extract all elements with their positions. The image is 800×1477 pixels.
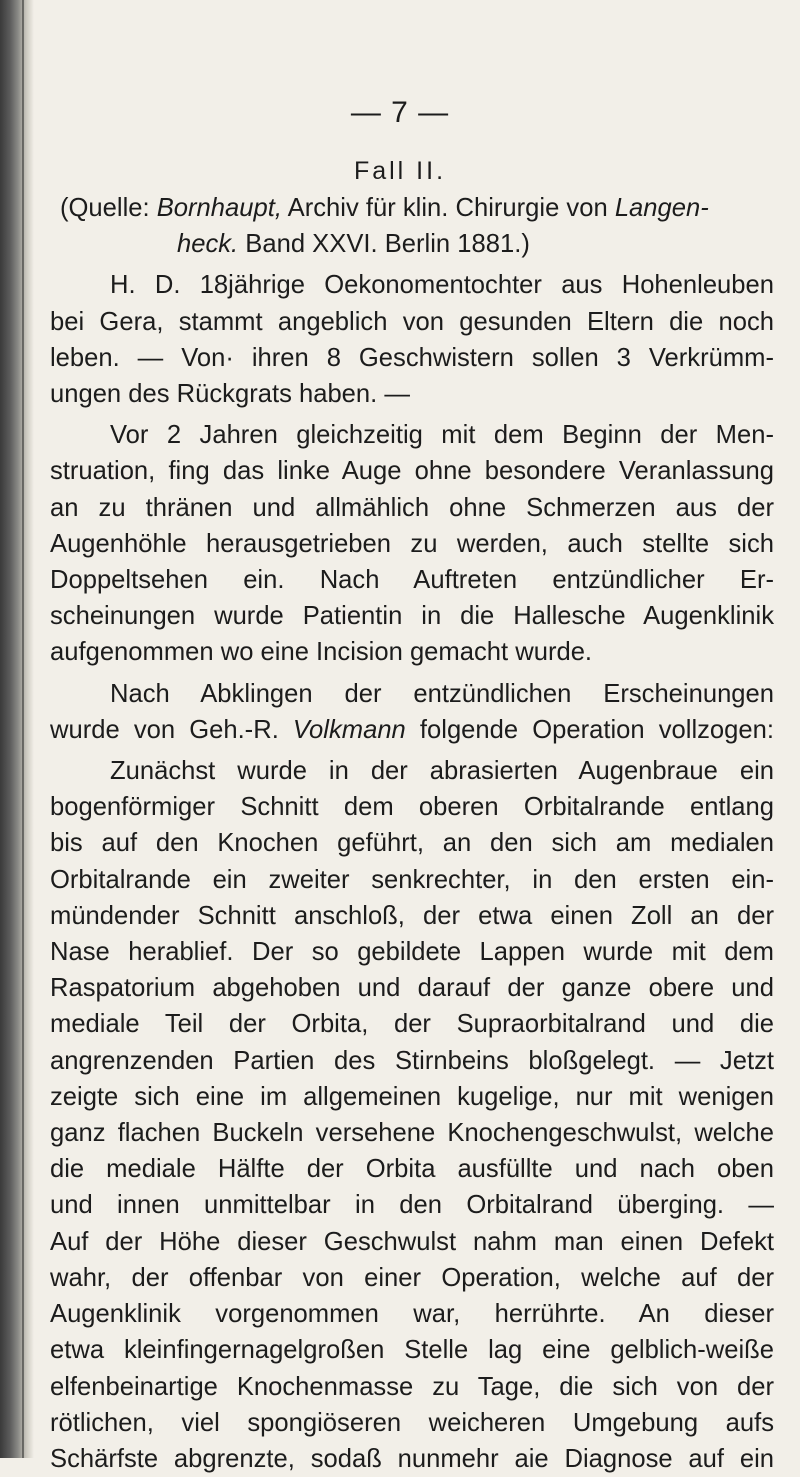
binding-edge: [22, 0, 24, 1458]
text-line: die mediale Hälfte der Orbita ausfüllte und nach oben: [50, 1155, 774, 1184]
text-line: H. D. 18jährige Oekonomentochter aus Hohenleuben: [110, 271, 774, 300]
text-line: Raspatorium abgehoben und darauf der ganze obere und: [50, 974, 774, 1003]
source-citation-line-1: (Quelle: Bornhaupt, Archiv für klin. Chirurgie von Langen-: [60, 194, 709, 222]
text-line: Nach Abklingen der entzündlichen Erscheinungen: [110, 679, 774, 708]
page-number: — 7 —: [350, 96, 450, 129]
text-line: Zunächst wurde in der abrasierten Augenbraue ein: [110, 757, 774, 786]
text-line: angrenzenden Partien des Stirnbeins bloßgelegt. — Jetzt: [50, 1046, 774, 1075]
text-line: wahr, der offenbar von einer Operation, welche auf der: [50, 1263, 774, 1292]
text-line: etwa kleinfingernagelgroßen Stelle lag eine gelblich-weiße: [50, 1336, 774, 1365]
text-line: mündender Schnitt anschloß, der etwa einen Zoll an der: [50, 901, 774, 930]
case-heading: Fall II.: [353, 157, 447, 185]
text-line: wurde von Geh.-R. Volkmann folgende Operation vollzogen:: [50, 715, 774, 744]
source-editor-continued: heck.: [177, 230, 239, 259]
text-line: Nase herablief. Der so gebildete Lappen wurde mit dem: [50, 938, 774, 967]
source-citation-line-2: heck. Band XXVI. Berlin 1881.): [177, 230, 530, 259]
source-editor: Langen-: [614, 194, 709, 222]
paragraph-2: [50, 417, 774, 670]
text-line: an zu thränen und allmählich ohne Schmerzen aus der: [50, 493, 774, 522]
text-line: bei Gera, stammt angeblich von gesunden Eltern die noch: [50, 307, 774, 336]
book-spine-shadow: [0, 0, 34, 1458]
text-line: elfenbeinartige Knochenmasse zu Tage, die sich von der: [50, 1372, 774, 1401]
text-line: Augenklinik vorgenommen war, herrührte. An dieser: [50, 1300, 774, 1329]
body-text: [50, 190, 774, 1477]
text-line: zeigte sich eine im allgemeinen kugelige, nur mit wenigen: [50, 1082, 774, 1111]
text-line: Orbitalrande ein zweiter senkrechter, in den ersten ein-: [50, 865, 774, 894]
text-line: Vor 2 Jahren gleichzeitig mit dem Beginn der Men-: [110, 421, 774, 450]
text-line: bis auf den Knochen geführt, an den sich am medialen: [50, 829, 774, 858]
paragraph-3: [50, 676, 774, 748]
text-line: mediale Teil der Orbita, der Supraorbitalrand und die: [50, 1010, 774, 1039]
text-line: ganz flachen Buckeln versehene Knochengeschwulst, welche: [50, 1119, 774, 1148]
text-line: struation, fing das linke Auge ohne besondere Veranlassung: [50, 457, 774, 486]
text-line: ungen des Rückgrats haben. —: [50, 380, 410, 409]
text-line: Doppeltsehen ein. Nach Auftreten entzündlicher Er-: [50, 566, 774, 595]
text-line: Schärfste abgrenzte, sodaß nunmehr aie Diagnose auf ein: [50, 1444, 774, 1473]
surgeon-name: Volkmann: [292, 715, 406, 744]
text-line: scheinungen wurde Patientin in die Hallesche Augenklinik: [50, 602, 774, 631]
paragraph-4: [50, 753, 774, 1477]
text-line: rötlichen, viel spongiöseren weicheren Umgebung aufs: [50, 1408, 774, 1437]
text-line: bogenförmiger Schnitt dem oberen Orbitalrande entlang: [50, 793, 774, 822]
paragraph-1: [50, 267, 774, 412]
text-line: aufgenommen wo eine Incision gemacht wurde.: [50, 638, 593, 667]
source-author: Bornhaupt,: [156, 194, 282, 222]
text-line: Augenhöhle herausgetrieben zu werden, auch stellte sich: [50, 529, 774, 558]
text-line: Auf der Höhe dieser Geschwulst nahm man einen Defekt: [50, 1227, 774, 1256]
text-line: leben. — Von· ihren 8 Geschwistern sollen 3 Verkrümm-: [50, 343, 774, 372]
text-line: und innen unmittelbar in den Orbitalrand überging. —: [50, 1191, 774, 1220]
